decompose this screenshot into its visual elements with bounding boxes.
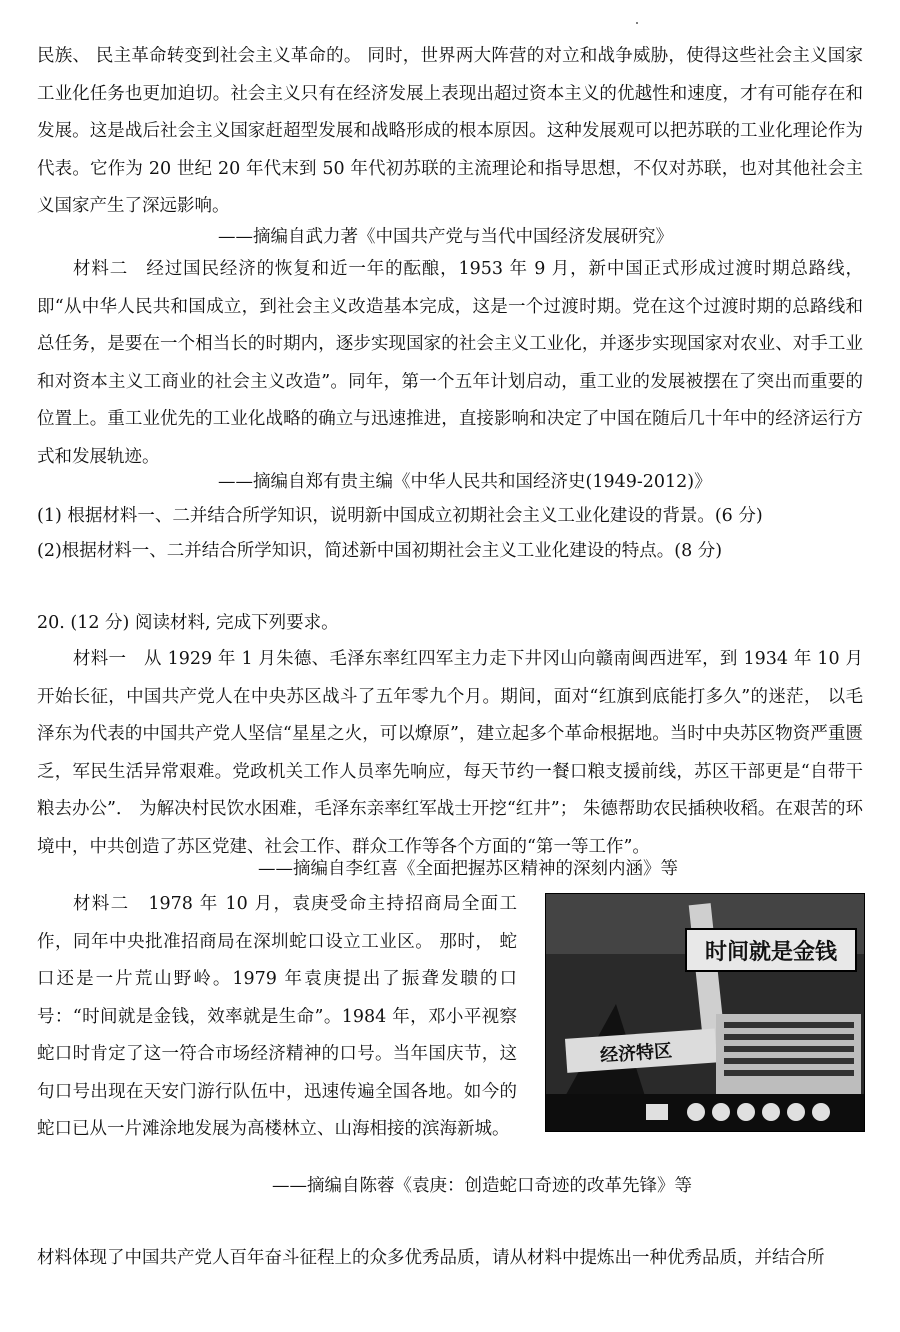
material1-continuation: 民族、 民主革命转变到社会主义革命的。 同时，世界两大阵营的对立和战争威胁，使得这些社会主义国家工业化任务也更加迫切。社会主义只有在经济发展上表现出超过资本主义的优越性和速度，才有可能存在和发展。这是战后社会主义国家赶超型发展和战略形成的根本原因。这种发展观可以把苏联的工业化理论作为代表。它作为 20 世纪 20 年代末到 50 年代初苏联的主流理论和指导思想，不仅对苏联，也对其他社会主义国家产生了深远影响。 (37, 46, 863, 216)
scan-speck (636, 22, 638, 24)
q20-material1-paragraph: 材料一 从 1929 年 1 月朱德、毛泽东率红四军主力走下井冈山向赣南闽西进军，到 1934 年 10 月开始长征，中国共产党人在中央苏区战斗了五年零九个月。期间，面对“红旗到底能打多久”的迷茫， 以毛泽东为代表的中国共产党人坚信“星星之火，可以燎原”，建立起多个革命根据地。当时中央苏区物资严重匮乏，军民生活异常艰难。党政机关工作人员率先响应，每天节约一餐口粮支援前线，苏区干部更是“自带干粮去办公”． 为解决村民饮水困难，毛泽东亲率红军战士开挖“红井”； 朱德帮助农民插秧收稻。在艰苦的环境中，中共创造了苏区党建、社会工作、群众工作等各个方面的“第一等工作”。 (37, 649, 863, 857)
photo-sign-text: 时间就是金钱 (704, 940, 838, 965)
question-20-heading: 20. (12 分) 阅读材料, 完成下列要求。 (37, 613, 339, 633)
photo-banner-text: 经济特区 (599, 1040, 673, 1067)
source-citation-3: ——摘编自李红喜《全面把握苏区精神的深刻内涵》等 (258, 859, 678, 879)
question-2: (2)根据材料一、二并结合所学知识，简述新中国初期社会主义工业化建设的特点。(8 分) (37, 541, 723, 561)
q20-material2-paragraph: 材料二 1978 年 10 月，袁庚受命主持招商局全面工作，同年中央批准招商局在深圳蛇口设立工业区。 那时， 蛇口还是一片荒山野岭。1979 年袁庚提出了振聋发聩的口号：“时间就是金钱，效率就是生命”。1984 年，邓小平视察蛇口时肯定了这一符合市场经济精神的口号。当年国庆节，这句口号出现在天安门游行队伍中，迅速传遍全国各地。如今的蛇口已从一片滩涂地发展为高楼林立、山海相接的滨海新城。 (37, 894, 517, 1139)
source-citation-4: ——摘编自陈蓉《袁庚：创造蛇口奇迹的改革先锋》等 (272, 1176, 692, 1196)
source-citation-1: ——摘编自武力著《中国共产党与当代中国经济发展研究》 (218, 227, 673, 247)
source-citation-2: ——摘编自郑有贵主编《中华人民共和国经济史(1949-2012)》 (218, 472, 712, 492)
shekou-slogan-photo (545, 893, 865, 1132)
final-question-line: 材料体现了中国共产党人百年奋斗征程上的众多优秀品质，请从材料中提炼出一种优秀品质，并结合所 (37, 1248, 825, 1268)
material2-paragraph: 材料二 经过国民经济的恢复和近一年的酝酿，1953 年 9 月，新中国正式形成过渡时期总路线，即“从中华人民共和国成立，到社会主义改造基本完成，这是一个过渡时期。党在这个过渡时期的总路线和总任务，是要在一个相当长的时期内，逐步实现国家的社会主义工业化，并逐步实现国家对农业、对手工业和对资本主义工商业的社会主义改造”。同年，第一个五年计划启动，重工业的发展被摆在了突出而重要的位置上。重工业优先的工业化战略的确立与迅速推进，直接影响和决定了中国在随后几十年中的经济运行方式和发展轨迹。 (37, 259, 863, 467)
question-1: (1) 根据材料一、二并结合所学知识，说明新中国成立初期社会主义工业化建设的背景。(6 分) (37, 506, 763, 526)
